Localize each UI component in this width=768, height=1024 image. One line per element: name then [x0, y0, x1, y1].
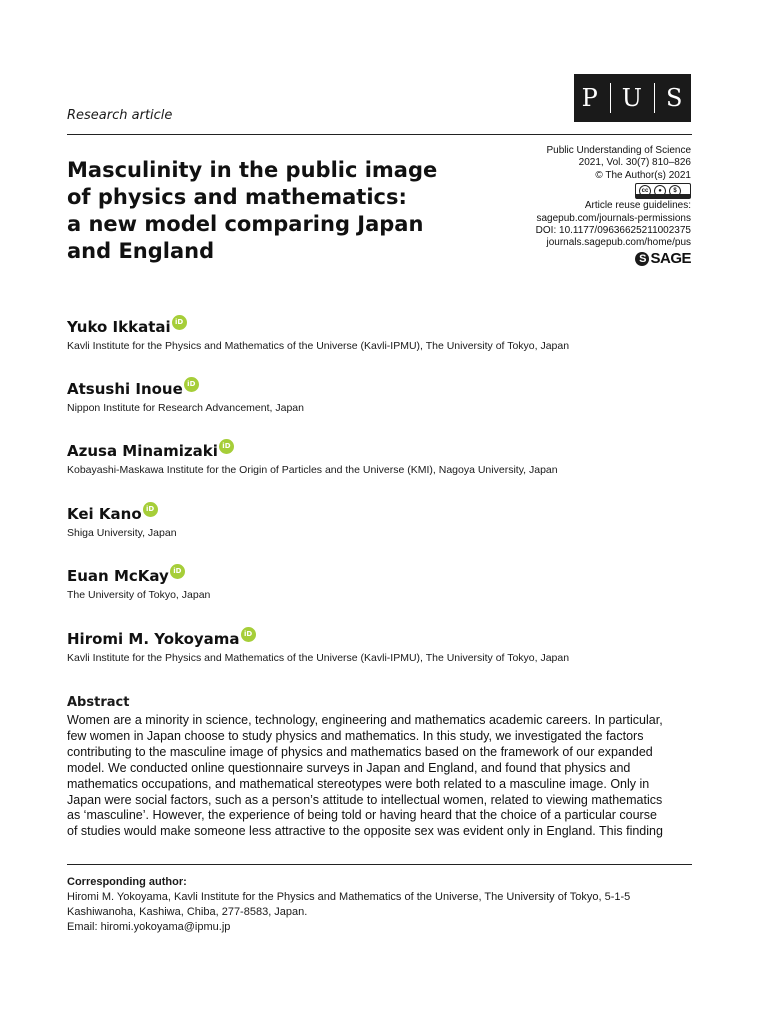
title-line: Masculinity in the public image — [67, 158, 438, 182]
author-entry — [67, 630, 569, 664]
article-title — [67, 157, 467, 265]
author-name: Atsushi Inoue — [67, 380, 183, 398]
abstract-line: of studies would make someone less attractive to the opposite sex was evident only in England. This finding — [67, 824, 663, 839]
doi-link[interactable]: DOI: 10.1177/09636625211002375 — [535, 225, 691, 237]
author-name: Kei Kano — [67, 505, 142, 523]
publisher-name: SAGE — [650, 249, 691, 267]
copyright-line: © The Author(s) 2021 — [595, 169, 691, 181]
author-entry — [67, 567, 210, 601]
corresponding-author — [67, 875, 630, 935]
sage-logo — [635, 249, 691, 267]
logo-divider — [654, 83, 655, 113]
sage-s-icon: S — [635, 252, 649, 266]
journal-home-link[interactable]: journals.sagepub.com/home/pus — [546, 237, 691, 249]
author-affiliation: Kavli Institute for the Physics and Mathematics of the Universe (Kavli-IPMU), The University of Tokyo, Japan — [67, 652, 570, 664]
header-divider — [67, 134, 692, 135]
corresponding-email[interactable]: Email: hiromi.yokoyama@ipmu.jp — [67, 921, 231, 933]
orcid-icon[interactable]: iD — [143, 502, 158, 517]
author-name: Yuko Ikkatai — [67, 318, 171, 336]
corresponding-line: Kashiwanoha, Kashiwa, Chiba, 277-8583, Japan. — [67, 906, 308, 918]
logo-letter-s: S — [665, 84, 684, 112]
footnote-divider — [67, 864, 692, 865]
journal-info — [536, 145, 691, 266]
orcid-icon[interactable]: iD — [172, 315, 187, 330]
by-icon: ● — [654, 185, 666, 197]
nc-icon: $ — [669, 185, 681, 197]
title-line: and England — [67, 239, 215, 263]
orcid-icon[interactable]: iD — [219, 439, 234, 454]
abstract-line: as ‘masculine’. However, the experience of being told or having heard that the choice of a particular course — [67, 808, 657, 823]
logo-letter-u: U — [621, 84, 643, 112]
author-entry — [67, 505, 177, 539]
author-affiliation: Kavli Institute for the Physics and Mathematics of the Universe (Kavli-IPMU), The University of Tokyo, Japan — [67, 340, 570, 352]
author-name: Hiromi M. Yokoyama — [67, 630, 240, 648]
corresponding-line: Hiromi M. Yokoyama, Kavli Institute for the Physics and Mathematics of the Universe, The University of Tokyo, 5-1-5 — [67, 891, 631, 903]
creative-commons-icon — [635, 183, 691, 199]
journal-name: Public Understanding of Science — [546, 145, 691, 156]
logo-letter-p: P — [581, 84, 599, 112]
license-bar — [636, 194, 690, 198]
abstract-line: Women are a minority in science, technology, engineering and mathematics academic careers. In particular, — [67, 713, 663, 727]
author-name: Euan McKay — [67, 567, 169, 585]
author-affiliation: Nippon Institute for Research Advancement, Japan — [67, 402, 304, 414]
title-line: a new model comparing Japan — [67, 212, 424, 236]
journal-logo — [574, 74, 691, 122]
abstract-line: few women in Japan choose to study physics and mathematics. In this study, we investigated the factors — [67, 728, 644, 743]
abstract-line: contributing to the masculine image of physics and mathematics based on the framework of our expanded — [67, 744, 653, 759]
orcid-icon[interactable]: iD — [184, 377, 199, 392]
abstract-line: mathematics occupations, and mathematical stereotypes were both related to a masculine image. Only in — [67, 776, 650, 791]
article-type-label: Research article — [67, 108, 173, 123]
author-entry — [67, 380, 304, 414]
author-name: Azusa Minamizaki — [67, 442, 218, 460]
abstract-heading: Abstract — [67, 695, 130, 710]
title-line: of physics and mathematics: — [67, 185, 407, 209]
abstract-line: Japan were social factors, such as a person’s attitude to intellectual women, related to viewing mathematics — [67, 792, 663, 807]
author-affiliation: Kobayashi-Maskawa Institute for the Origin of Particles and the Universe (KMI), Nagoya University, Japan — [67, 464, 558, 476]
abstract-line: model. We conducted online questionnaire surveys in Japan and England, and found that physics and — [67, 760, 631, 775]
logo-divider — [610, 83, 611, 113]
reuse-link[interactable]: sagepub.com/journals-permissions — [536, 212, 691, 224]
orcid-icon[interactable]: iD — [241, 627, 256, 642]
journal-volume: 2021, Vol. 30(7) 810–826 — [578, 157, 691, 169]
author-entry — [67, 318, 569, 352]
author-affiliation: Shiga University, Japan — [67, 527, 177, 539]
abstract-body — [67, 713, 692, 840]
cc-icon: cc — [639, 185, 651, 197]
author-entry — [67, 442, 558, 476]
orcid-icon[interactable]: iD — [170, 564, 185, 579]
reuse-label: Article reuse guidelines: — [584, 200, 691, 212]
author-affiliation: The University of Tokyo, Japan — [67, 589, 211, 601]
corresponding-heading: Corresponding author: — [67, 876, 187, 888]
